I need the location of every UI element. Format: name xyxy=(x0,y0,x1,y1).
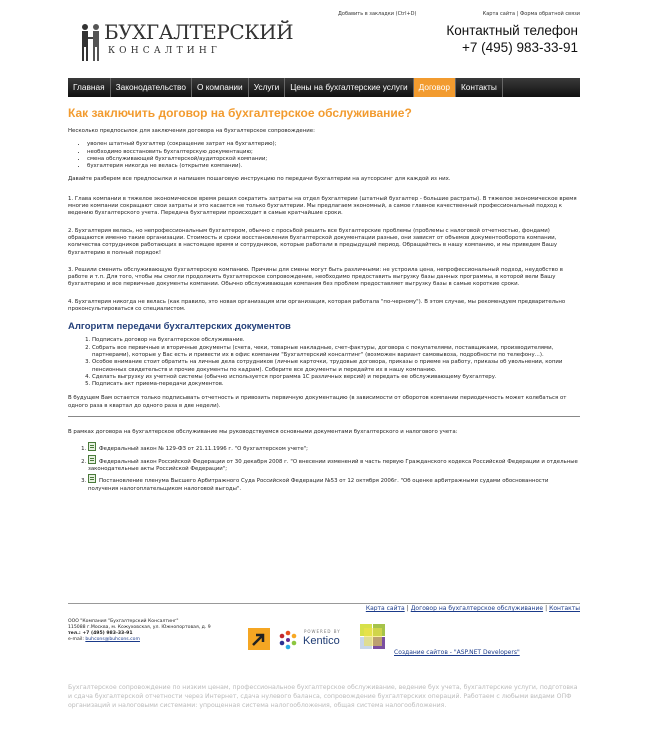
asp-developers-link[interactable]: Создание сайтов - "ASP.NET Developers" xyxy=(394,649,520,656)
footer-sitemap-link[interactable]: Карта сайта xyxy=(365,605,405,612)
asp-developers-logo[interactable] xyxy=(360,624,386,650)
paragraph: 2. Бухгалтерия велась, но непрофессиональным бухгалтером, обычно с просьбой решить все бухгалтерские проблемы (проблемы с налоговой отчетностью, фондами) обращаются именно такие организации. Стоимость и сроки восстановления бухгалтерской документации разные, они зависят от объемов документооборота компании, количества сотрудников работающих в настоящее время и сотрудников, которые работали в предыдущий период. Обращайтесь в нашу компанию, и мы приведем Вашу бухгалтерию в полный порядок! xyxy=(68,227,558,256)
handshake-figures-icon xyxy=(80,22,102,62)
algorithm-steps xyxy=(68,337,580,388)
arrow-logo[interactable] xyxy=(248,628,270,650)
kentico-flower-icon xyxy=(276,630,300,650)
kentico-name: Kentico xyxy=(303,635,340,647)
footer-contract-link[interactable]: Договор на бухгалтерское обслуживание xyxy=(410,605,544,612)
logo-title: БУХГАЛТЕРСКИЙ xyxy=(104,20,294,44)
kentico-powered-by: POWERED BY xyxy=(304,629,341,634)
bookmark-link[interactable]: Добавить в закладки (Ctrl+D) xyxy=(338,11,417,17)
list-item xyxy=(88,474,580,493)
company-name: ООО "Компания "Бухгалтерский Консалтинг" xyxy=(68,619,179,624)
top-links xyxy=(483,11,580,17)
contact-label: Контактный телефон xyxy=(446,23,578,38)
nav-item-contract[interactable]: Договор xyxy=(414,78,456,97)
paragraph: 3. Решили сменить обслуживающую бухгалтерскую компанию. Причины для смены могут быть различными: не устроила цена, непрофессиональный подход, неудобство в работе и т.п. Для того, чтобы мы смогли продолжить бухгалтерское сопровождение, необходимо предоставить выгрузку базы данных программы, в которой вели Вашу бухгалтерию и все первичные документы компании. Обычно обслуживающая компания без проблем предоставляет выгрузку базы в самые короткие сроки. xyxy=(68,266,563,288)
list-item: • уволен штатный бухгалтер (сокращение затрат на бухгалтерию); xyxy=(87,141,580,148)
divider xyxy=(68,416,580,417)
paragraph: 4. Бухгалтерия никогда не велась (как правило, это новая организация или организация, которая работала "по-черному"). В этом случае, мы рекомендуем предварительно проконсультироваться со специалистом. xyxy=(68,298,566,313)
algorithm-note: В будущем Вам остается только подписывать отчетность и привозить первичную документацию (в зависимости от оборотов компании периодичность может колебаться от одного раза в квартал до одного раза в две недели). xyxy=(68,395,567,409)
main-nav xyxy=(68,78,580,97)
list-item: • необходимо восстановить бухгалтерскую документацию; xyxy=(87,149,580,156)
contact-phone: +7 (495) 983-33-91 xyxy=(462,40,578,55)
list-item: 5. Подписать акт приема-передачи документов. xyxy=(92,381,580,388)
list-item xyxy=(88,442,580,453)
algorithm-heading: Алгоритм передачи бухгалтерских документов xyxy=(68,321,291,333)
nav-item-about[interactable]: О компании xyxy=(192,78,249,97)
company-address: 115088 г.Москва, м. Кожуховская, ул. Южнопортовая, д. 9 xyxy=(68,625,211,630)
footer-contacts-link[interactable]: Контакты xyxy=(549,605,580,612)
nav-item-legislation[interactable]: Законодательство xyxy=(111,78,192,97)
laws-list xyxy=(68,442,580,492)
nav-item-services[interactable]: Услуги xyxy=(249,78,286,97)
nav-item-contacts[interactable]: Контакты xyxy=(456,78,503,97)
lead-text: Давайте разберем все предпосылки и напишем пошаговую инструкцию по передачи бухгалтерии на аутсорсинг для каждой из них. xyxy=(68,176,451,183)
nav-item-home[interactable]: Главная xyxy=(68,78,111,97)
top-links-separator: | xyxy=(516,11,519,17)
list-item: • бухгалтерия никогда не велась (открытие компании). xyxy=(87,163,580,170)
list-item: 3. Особое внимание стоит обратить на личные дела сотрудников (личные карточки, трудовые договора, приказы о приеме на работу, приказы об увольнении, копии пенсионных свидетельств и прочие документы по кадрам). Соберите все документы и передайте их в нашу компанию. xyxy=(92,359,580,374)
list-item: 2. Собрать все первичные и вторичные документы (счета, чеки, товарные накладные, счет-фактуры, договора с покупателями, поставщиками, производителями, партнерами), которые у Вас есть и привести их в офис компании "Бухгалтерский консалтинг" (возможен вариант самовывоза, подробности по телефону...). xyxy=(92,345,580,360)
list-item: • смена обслуживающей бухгалтерской/аудиторской компании; xyxy=(87,156,580,163)
seo-text: Бухгалтерское сопровождение по низким ценам, профессиональное бухгалтерское обслуживание, ведение бух учета, бухгалтерские услуги, подготовка и сдача бухгалтерской отчетности через Интернет, сдача нулевого баланса, сопровождение бухгалтерских операций. Работаем с любыми видами ОПФ организаций и налоговыми системами: упрощенная система налогообложения, общая система налогообложения. xyxy=(68,684,578,709)
laws-intro: В рамках договора на бухгалтерское обслуживание мы руководствуемся основными документами бухгалтерского и налогового учета: xyxy=(68,429,458,436)
law-title: Федеральный закон Российской Федерации от 30 декабря 2008 г. "О внесении изменений в часть первую Гражданского кодекса Российской Федерации и отдельные законодательные акты Российской Федерации"; xyxy=(88,458,578,472)
footer-nav: Карта сайта | Договор на бухгалтерское обслуживание | Контакты xyxy=(68,603,580,615)
nav-item-prices[interactable]: Цены на бухгалтерские услуги xyxy=(285,78,413,97)
sitemap-top-link[interactable]: Карта сайта xyxy=(482,11,516,17)
site-logo[interactable] xyxy=(80,20,294,66)
list-item xyxy=(88,455,580,474)
document-icon xyxy=(88,442,96,451)
kentico-logo[interactable] xyxy=(274,629,346,649)
law-title: Постановление пленума Высшего Арбитражного Суда Российской Федерации №53 от 12 октября 2006г. "Об оценке арбитражными судами обоснованности получения налогоплательщиком налоговой выгоды". xyxy=(88,478,549,492)
paragraph: 1. Глава компании в тяжелое экономическое время решил сократить затраты на отдел бухгалтерии (штатный бухгалтер - большие растраты). В тяжелое экономическое время многие компании сокращают свои затраты и это касается не только бухгалтерии. Мы предлагаем экономный, а самое главное качественный профессиональный подход к ведению бухгалтерского учета. Передача бухгалтерии происходит в самые кратчайшие сроки. xyxy=(68,195,577,217)
main-content xyxy=(68,106,580,500)
page-title: Как заключить договор на бухгалтерское обслуживание? xyxy=(68,106,412,120)
email-label: e-mail: xyxy=(68,637,84,642)
intro-text: Несколько предпосылок для заключения договора на бухгалтерское сопровождение: xyxy=(68,128,315,134)
law-title: Федеральный закон № 129-ФЗ от 21.11.1996 г. "О бухгалтерском учете"; xyxy=(99,446,309,453)
preconditions-list xyxy=(68,141,580,170)
company-phone: тел.: +7 (495) 983-33-91 xyxy=(68,631,133,636)
email-link[interactable]: buhcons@buhcons.com xyxy=(85,637,140,642)
company-info xyxy=(68,619,238,643)
document-icon xyxy=(88,455,96,464)
feedback-form-link[interactable]: Форма обратной связи xyxy=(519,11,580,17)
arrow-icon xyxy=(248,628,270,650)
list-item: 1. Подписать договор на бухгалтерское обслуживание. xyxy=(92,337,580,344)
list-item: 4. Сделать выгрузку из учетной системы (обычно используется программа 1С различных версий) и передать ее обслуживающему бухгалтеру. xyxy=(92,374,580,381)
logo-subtitle: КОНСАЛТИНГ xyxy=(108,46,222,56)
document-icon xyxy=(88,474,96,483)
company-email-row xyxy=(68,637,238,643)
